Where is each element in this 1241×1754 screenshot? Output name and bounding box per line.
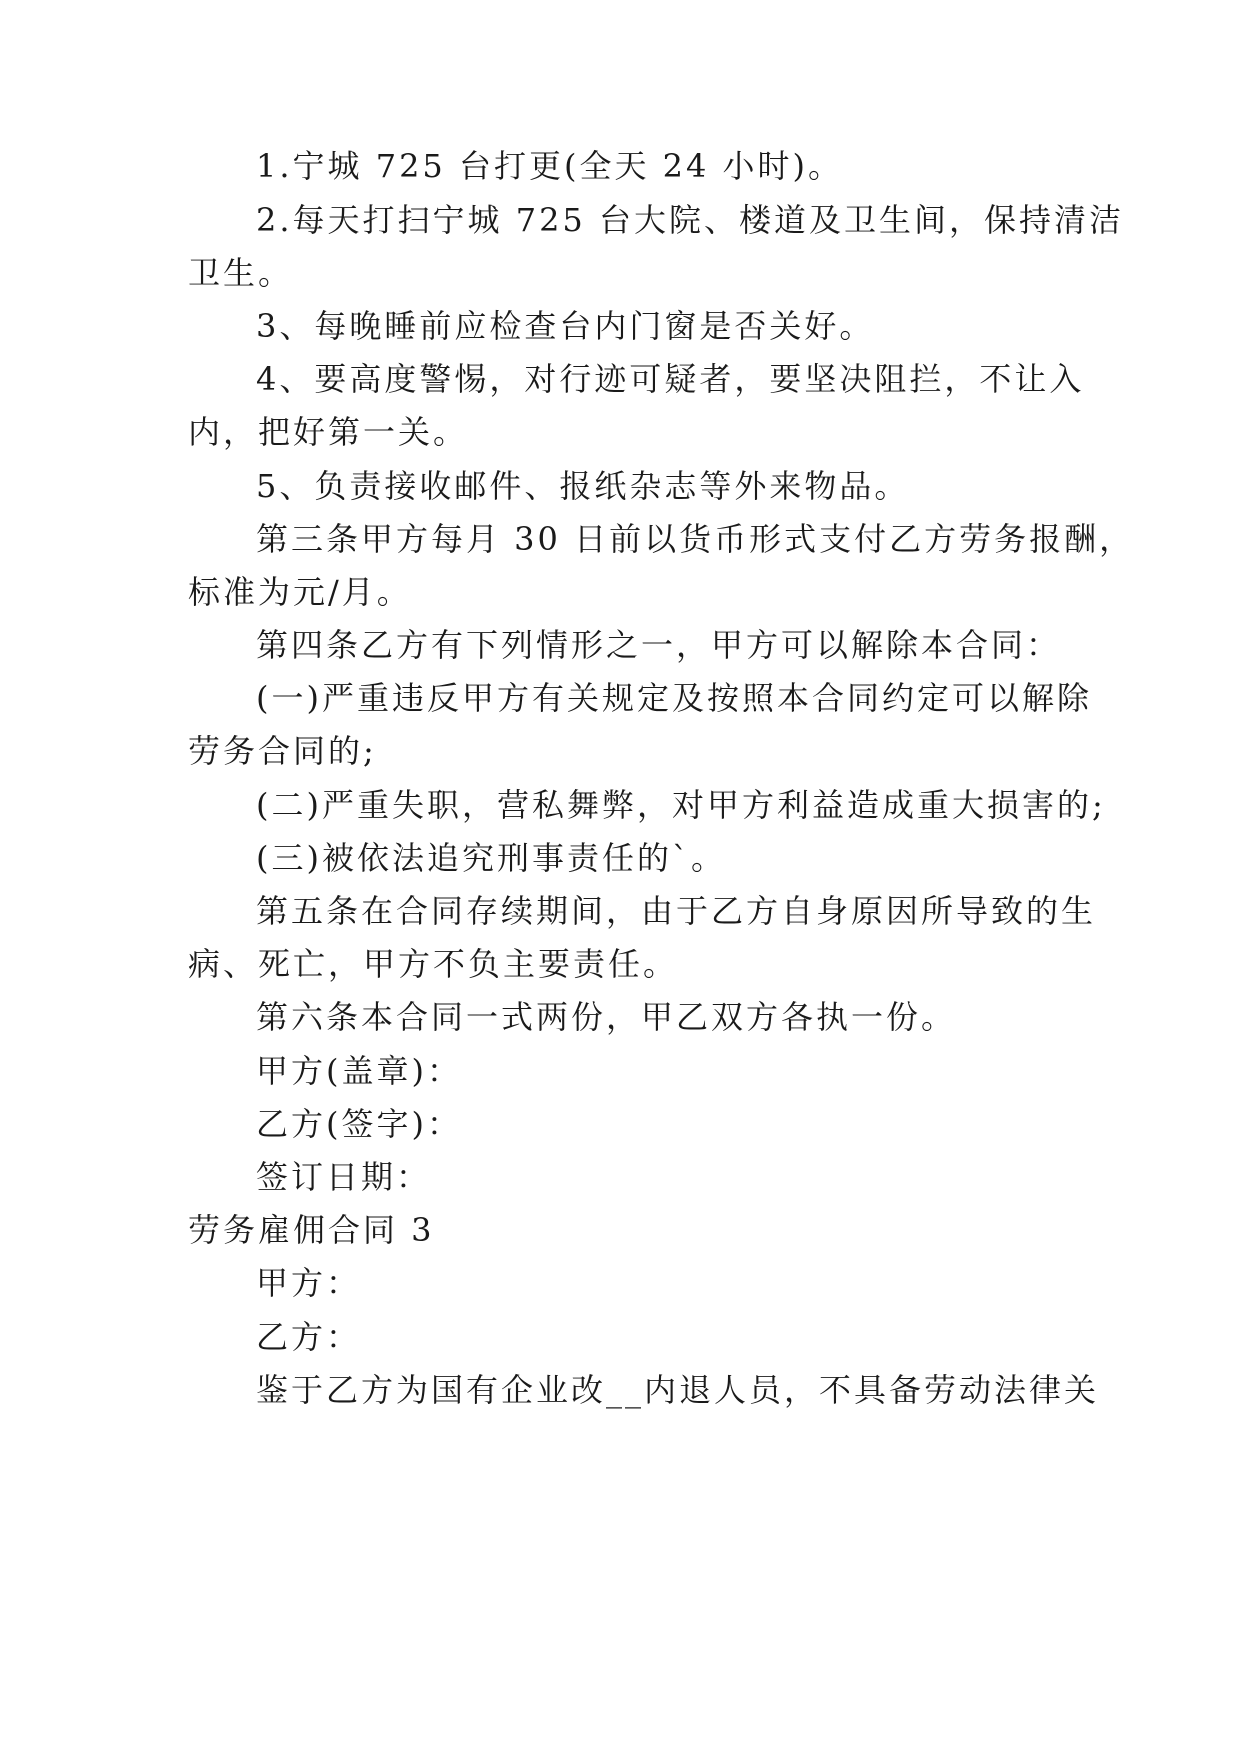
text-line: 病、死亡，甲方不负主要责任。 bbox=[188, 945, 679, 983]
text-line: 甲方： bbox=[256, 1264, 362, 1302]
text-line: 4、要高度警惕，对行迹可疑者，要坚决阻拦，不让入 bbox=[256, 360, 1085, 398]
text-line: (三)被依法追究刑事责任的`。 bbox=[256, 839, 726, 877]
signing-date-line: 签订日期： bbox=[256, 1158, 432, 1196]
text-line: 标准为元/月。 bbox=[188, 573, 412, 611]
text-line: 内，把好第一关。 bbox=[188, 413, 469, 451]
text-line: 第三条甲方每月 30 日前以货币形式支付乙方劳务报酬， bbox=[256, 520, 1135, 558]
text-line: 5、负责接收邮件、报纸杂志等外来物品。 bbox=[256, 467, 910, 505]
text-line: (一)严重违反甲方有关规定及按照本合同约定可以解除 bbox=[256, 679, 1092, 717]
text-line: 2.每天打扫宁城 725 台大院、楼道及卫生间，保持清洁 bbox=[256, 201, 1124, 239]
signature-line-party-b: 乙方(签字)： bbox=[256, 1105, 462, 1143]
section-title: 劳务雇佣合同 3 bbox=[188, 1211, 435, 1249]
text-line: 乙方： bbox=[256, 1318, 362, 1356]
text-line: 第六条本合同一式两份，甲乙双方各执一份。 bbox=[256, 998, 957, 1036]
text-line: 卫生。 bbox=[188, 254, 294, 292]
signature-line-party-a: 甲方(盖章)： bbox=[256, 1052, 462, 1090]
text-line: 鉴于乙方为国有企业改__内退人员，不具备劳动法律关 bbox=[256, 1371, 1100, 1409]
text-line: 第四条乙方有下列情形之一，甲方可以解除本合同： bbox=[256, 626, 1062, 664]
text-line: 1.宁城 725 台打更(全天 24 小时)。 bbox=[256, 147, 843, 185]
text-line: (二)严重失职，营私舞弊，对甲方利益造成重大损害的; bbox=[256, 786, 1106, 824]
text-line: 3、每晚睡前应检查台内门窗是否关好。 bbox=[256, 307, 875, 345]
text-line: 第五条在合同存续期间，由于乙方自身原因所导致的生 bbox=[256, 892, 1097, 930]
text-line: 劳务合同的; bbox=[188, 732, 377, 770]
